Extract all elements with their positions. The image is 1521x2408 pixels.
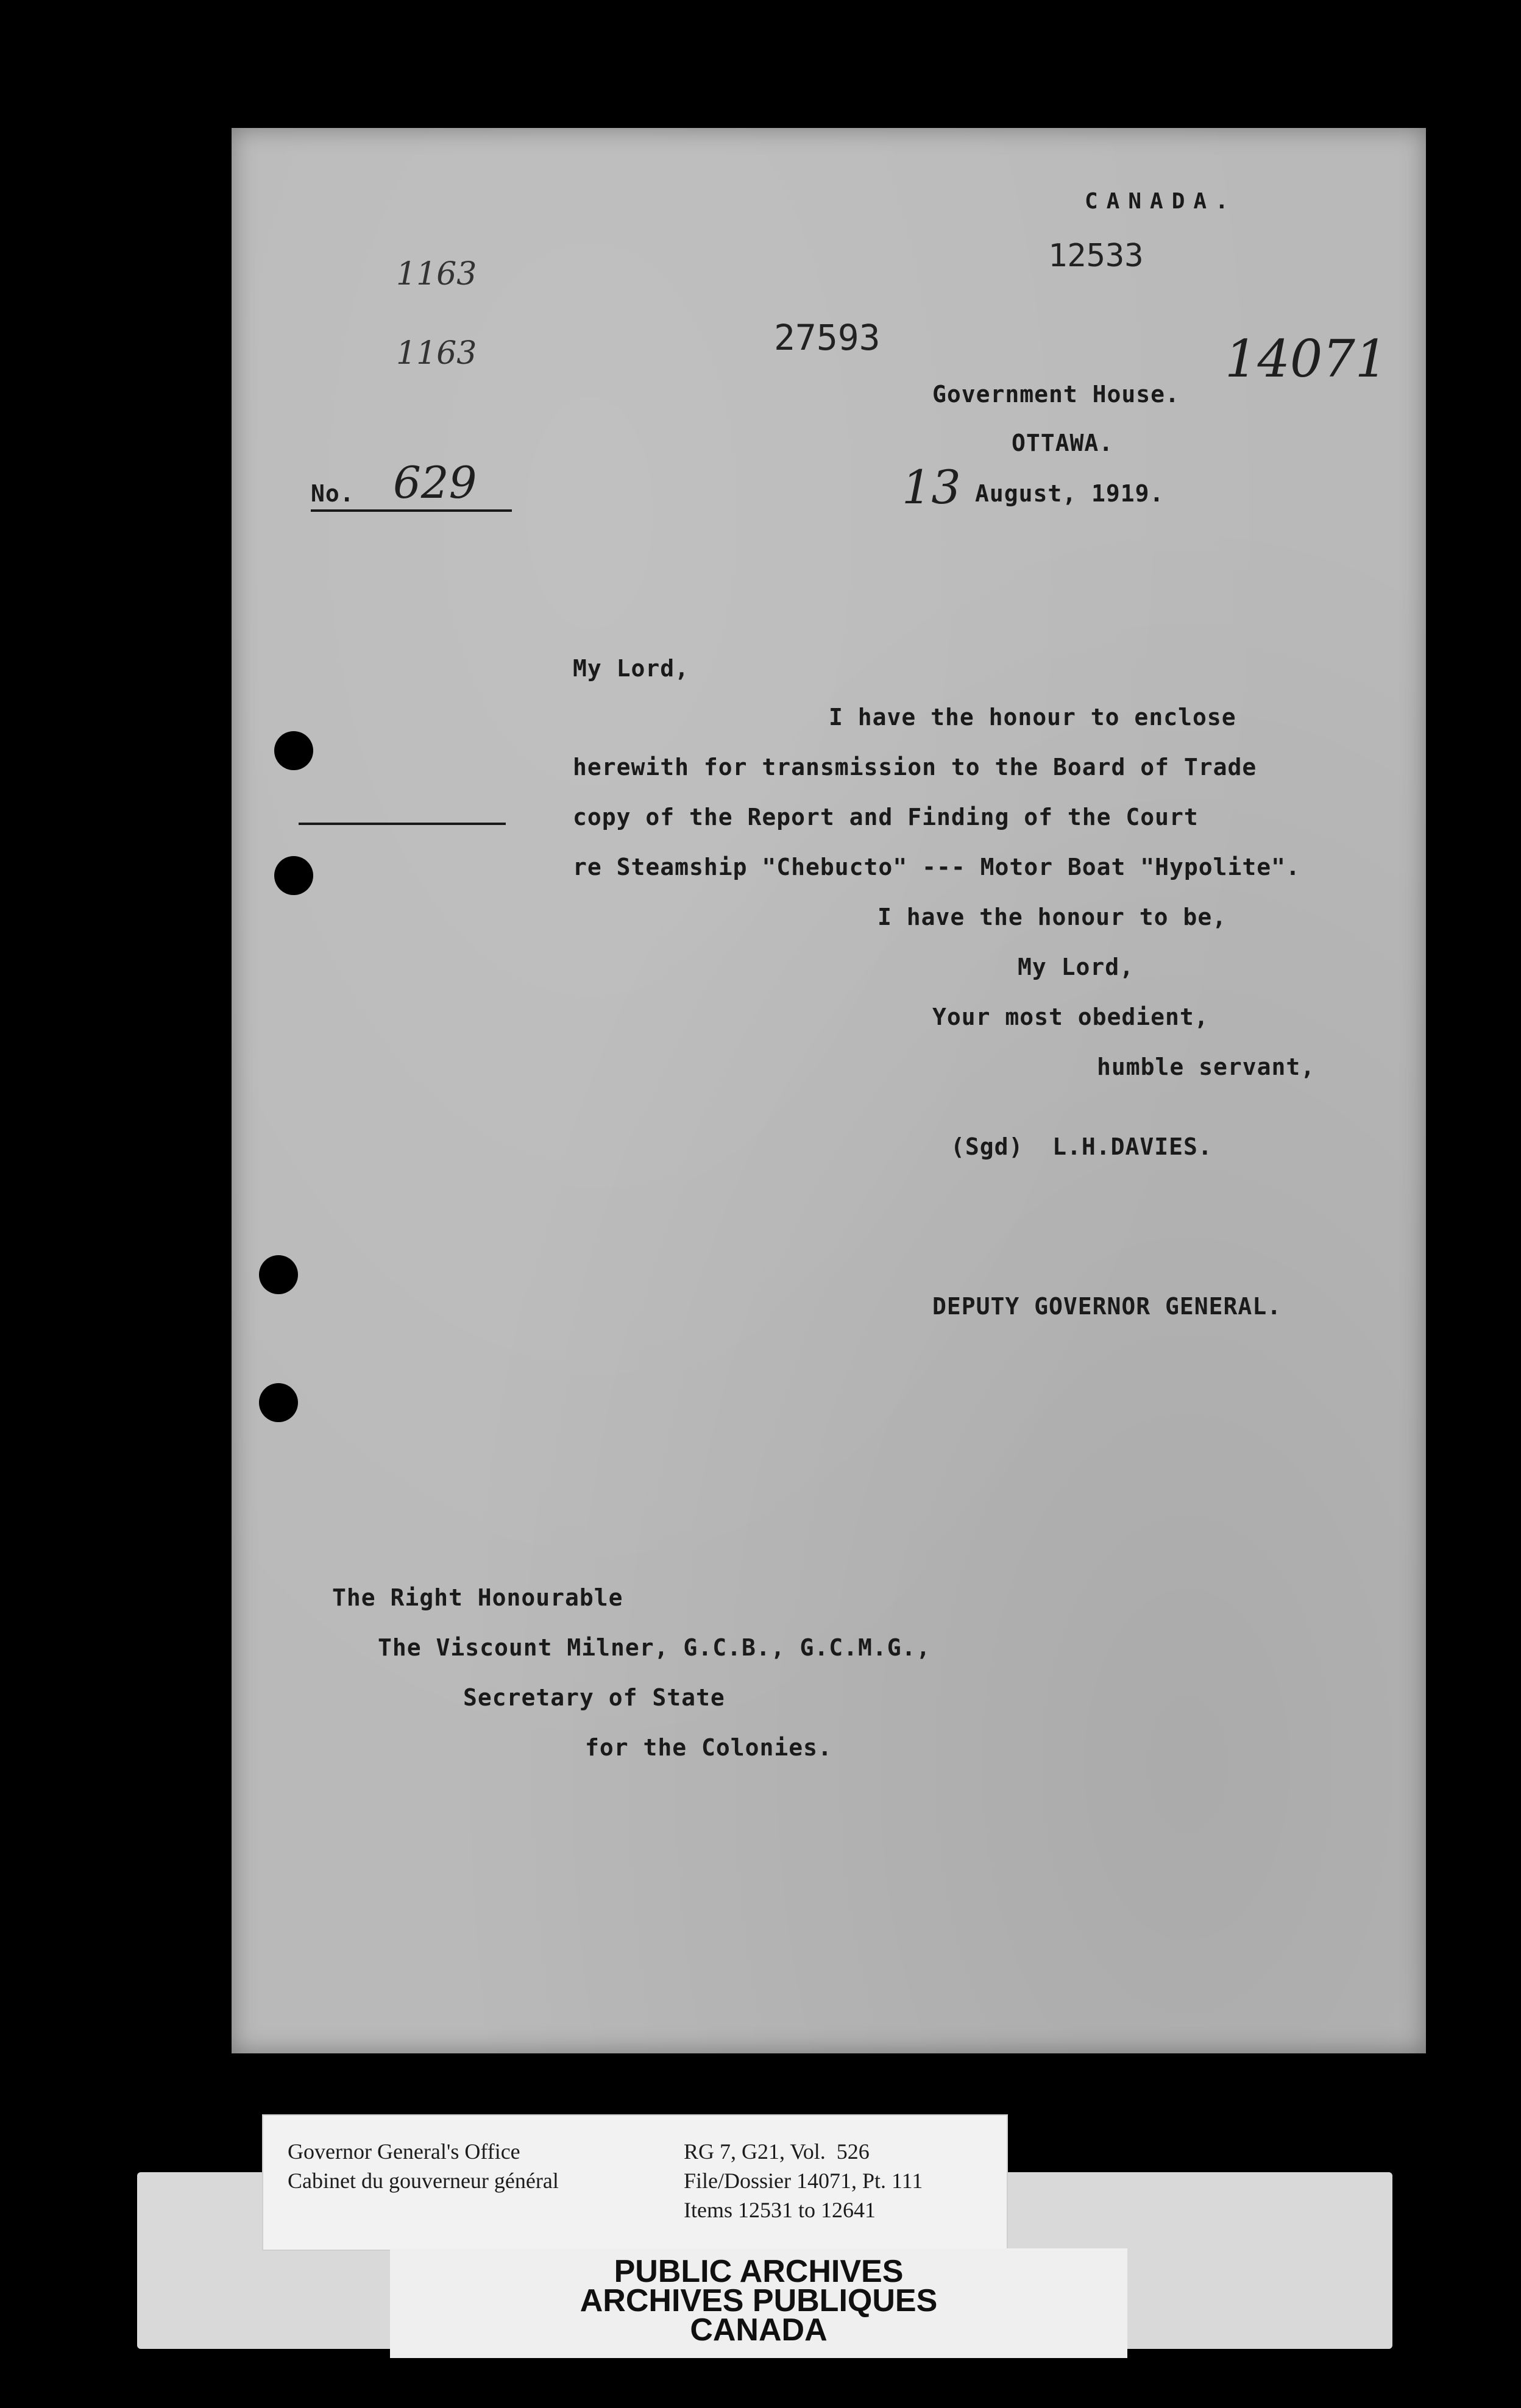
binder-hole-3	[259, 1255, 298, 1294]
body-line-1: I have the honour to enclose	[829, 704, 1236, 731]
address-line-4: for the Colonies.	[585, 1734, 832, 1761]
address-line-1: The Right Honourable	[332, 1584, 623, 1611]
register-number: 27593	[774, 317, 881, 358]
number-underline	[311, 509, 512, 512]
archive-reference-card	[262, 2114, 1008, 2251]
date-day-handwritten: 13	[902, 460, 961, 514]
date-text: August, 1919.	[975, 480, 1165, 507]
signature-title: DEPUTY GOVERNOR GENERAL.	[932, 1293, 1282, 1320]
stamp-number: 12533	[1048, 238, 1144, 274]
number-value-handwritten: 629	[393, 457, 477, 508]
file-number-handwritten: 14071	[1225, 329, 1388, 389]
place-line-2: OTTAWA.	[1012, 430, 1114, 456]
number-label: No.	[311, 480, 355, 507]
country-heading: CANADA.	[1085, 189, 1237, 214]
address-line-3: Secretary of State	[463, 1684, 725, 1711]
reference-line-3: Items 12531 to 12641	[684, 2198, 876, 2222]
office-french: Cabinet du gouverneur général	[288, 2169, 559, 2193]
binder-hole-1	[274, 731, 313, 770]
stamp-line-3: CANADA	[690, 2312, 828, 2348]
stamp-line-2: ARCHIVES PUBLIQUES	[580, 2283, 938, 2318]
signature: (Sgd) L.H.DAVIES.	[951, 1133, 1213, 1160]
document-page	[232, 128, 1426, 2053]
reference-line-1: RG 7, G21, Vol. 526	[684, 2139, 870, 2164]
binder-hole-4	[259, 1383, 298, 1422]
body-line-2: herewith for transmission to the Board of Trade	[573, 754, 1257, 781]
closing-line-3: Your most obedient,	[932, 1004, 1209, 1030]
salutation: My Lord,	[573, 655, 690, 682]
public-archives-stamp	[390, 2248, 1127, 2358]
binder-hole-2	[274, 856, 313, 895]
address-line-2: The Viscount Milner, G.C.B., G.C.M.G.,	[378, 1634, 931, 1661]
office-english: Governor General's Office	[288, 2139, 520, 2164]
closing-line-4: humble servant,	[1097, 1054, 1316, 1080]
body-line-4: re Steamship "Chebucto" --- Motor Boat "Hypolite".	[573, 854, 1300, 880]
stamp-line-1: PUBLIC ARCHIVES	[614, 2254, 904, 2289]
closing-line-1: I have the honour to be,	[878, 904, 1227, 930]
closing-line-2: My Lord,	[1018, 954, 1135, 980]
margin-number-1: 1163	[396, 256, 477, 292]
body-line-3: copy of the Report and Finding of the Court	[573, 804, 1199, 830]
reference-line-2: File/Dossier 14071, Pt. 111	[684, 2169, 923, 2193]
place-line-1: Government House.	[932, 381, 1180, 408]
margin-number-2: 1163	[396, 335, 477, 372]
margin-rule	[299, 823, 506, 825]
